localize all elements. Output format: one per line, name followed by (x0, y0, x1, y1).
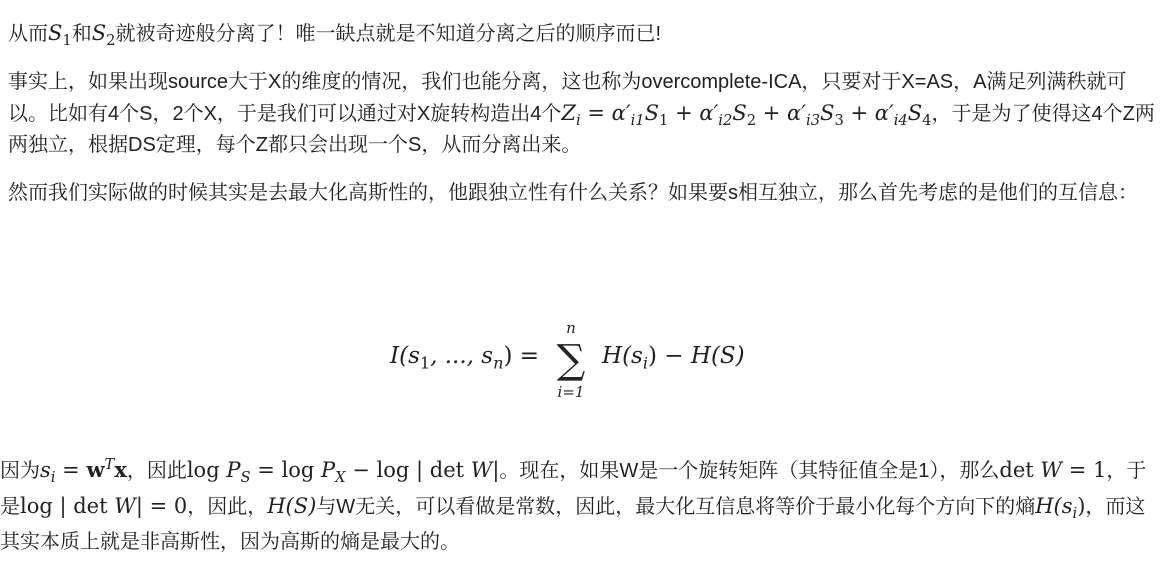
math-operator: + (756, 101, 788, 125)
math-operator: log (186, 458, 227, 482)
display-equation-mutual-information (0, 318, 1156, 408)
math-operator: + (843, 101, 875, 125)
math-symbol: α′ (699, 101, 719, 125)
math-symbol: S (644, 101, 660, 125)
sum-symbol: ∑ (556, 337, 586, 383)
math-args: (S) (710, 343, 745, 369)
math-det-w (999, 458, 1106, 482)
math-operator: | (492, 458, 500, 482)
text: 因为 (0, 460, 40, 482)
text: ，于是 (0, 460, 1147, 518)
text: ，于是为了使得这4个Z两两独立，根据DS定理，每个Z都只会出现一个S，从而分离出来。 (8, 103, 1155, 156)
math-subscript: 2 (106, 32, 116, 50)
math-s2 (91, 21, 116, 50)
math-operator: + (668, 101, 700, 125)
math-subscript: 4 (922, 112, 932, 130)
text: 从而 (8, 23, 48, 45)
equation-rhs (602, 343, 745, 373)
math-subscript: 1 (419, 353, 431, 373)
document-body (8, 18, 1164, 226)
math-symbol: S (820, 101, 835, 125)
math-subscript: i (642, 353, 648, 373)
math-symbol: H (1035, 494, 1054, 518)
sum-upper-limit: n (566, 319, 576, 337)
text: 就被奇迹般分离了！唯一缺点就是不知道分离之后的顺序而已! (115, 23, 662, 45)
math-operator: log | det (20, 494, 115, 518)
math-symbol: W (470, 458, 493, 482)
math-operator: = 1 (1062, 458, 1107, 482)
math-symbol: α′ (611, 101, 631, 125)
math-operator: = log (250, 458, 321, 482)
math-subscript: i4 (893, 112, 908, 130)
math-symbol: w (86, 457, 105, 482)
math-subscript: S (240, 469, 251, 487)
math-symbol: α′ (787, 101, 806, 125)
text: 然而我们实际做的时候其实是去最大化高斯性的，他跟独立性有什么关系？如果要s相互独立，那么首先考虑的是他们的互信息： (8, 182, 1138, 204)
math-subscript: 1 (659, 112, 669, 130)
text: 和 (71, 23, 92, 45)
math-entropy-si (1035, 494, 1086, 523)
math-subscript: i2 (718, 112, 733, 130)
math-args: ) (1077, 494, 1086, 518)
math-log-det-w (20, 494, 187, 518)
math-operator: | = 0 (135, 494, 188, 518)
math-symbol: s (40, 458, 51, 482)
sum-lower-limit: i=1 (557, 383, 585, 401)
math-symbol: H (267, 494, 286, 518)
math-symbol: H (690, 343, 711, 369)
math-subscript: i (50, 469, 56, 487)
text: ，因此， (187, 496, 268, 518)
math-operator: − (656, 343, 691, 369)
math-subscript: X (335, 469, 346, 487)
text: ，而这其实本质上就是非高斯性，因为高斯的熵是最大的。 (0, 496, 1146, 553)
paragraph-rotation-matrix (0, 452, 1156, 560)
math-log-density (186, 458, 500, 487)
math-operator: = (55, 458, 87, 482)
math-symbol: I (390, 343, 400, 369)
math-symbol: W (114, 494, 136, 518)
math-symbol: S (48, 21, 63, 45)
math-entropy-S (267, 494, 316, 518)
paragraph-overcomplete-ica (8, 67, 1164, 161)
math-args: ) (648, 343, 657, 369)
math-si-def (40, 456, 127, 487)
math-subscript: 1 (62, 32, 72, 50)
math-subscript: n (493, 353, 504, 373)
math-subscript: i (1072, 505, 1078, 523)
math-operator: = (580, 101, 612, 125)
math-subscript: 3 (834, 112, 844, 130)
math-args: , ..., s (430, 343, 494, 369)
math-symbol: P (320, 458, 336, 482)
math-symbol: S (91, 21, 107, 45)
math-symbol: W (1040, 458, 1063, 482)
text: ，因此 (126, 460, 187, 482)
math-symbol: S (732, 101, 747, 125)
math-superscript: T (104, 456, 115, 473)
math-symbol: Z (561, 101, 576, 125)
paragraph-mutual-information (8, 178, 1164, 209)
math-args: (s (1053, 494, 1073, 518)
text: 与W无关，可以看做是常数，因此，最大化互信息将等价于最小化每个方向下的熵 (316, 496, 1036, 518)
text: 事实上，如果出现source大于X的维度的情况，我们也能分离，这也称为overcomplete-ICA，只要对于X=AS，A满足列满秩就可以。比如有4个S，2个X，于是我们可以通过对X旋转构造出4个 (8, 71, 1127, 125)
math-symbol: α′ (874, 101, 894, 125)
math-operator: − log | det (345, 458, 471, 482)
math-operator: det (999, 458, 1041, 482)
math-subscript: 2 (746, 112, 757, 130)
math-symbol: P (226, 458, 241, 482)
math-symbol: S (907, 101, 923, 125)
text: 。现在，如果W是一个旋转矩阵（其特征值全是1），那么 (499, 460, 1000, 482)
math-operator: ) = (503, 343, 540, 369)
math-subscript: i1 (630, 112, 645, 130)
math-symbol: x (114, 457, 127, 482)
math-subscript: i3 (806, 112, 821, 130)
paragraph-separation-result (8, 18, 1164, 50)
summation (548, 318, 594, 402)
math-symbol: H (602, 343, 623, 369)
math-args: (s (622, 343, 643, 369)
math-args: (S) (285, 494, 317, 518)
math-subscript: i (575, 112, 581, 130)
math-args: (s (399, 343, 420, 369)
math-z-formula (561, 101, 932, 130)
math-s1 (48, 21, 72, 50)
equation-lhs (390, 343, 540, 373)
